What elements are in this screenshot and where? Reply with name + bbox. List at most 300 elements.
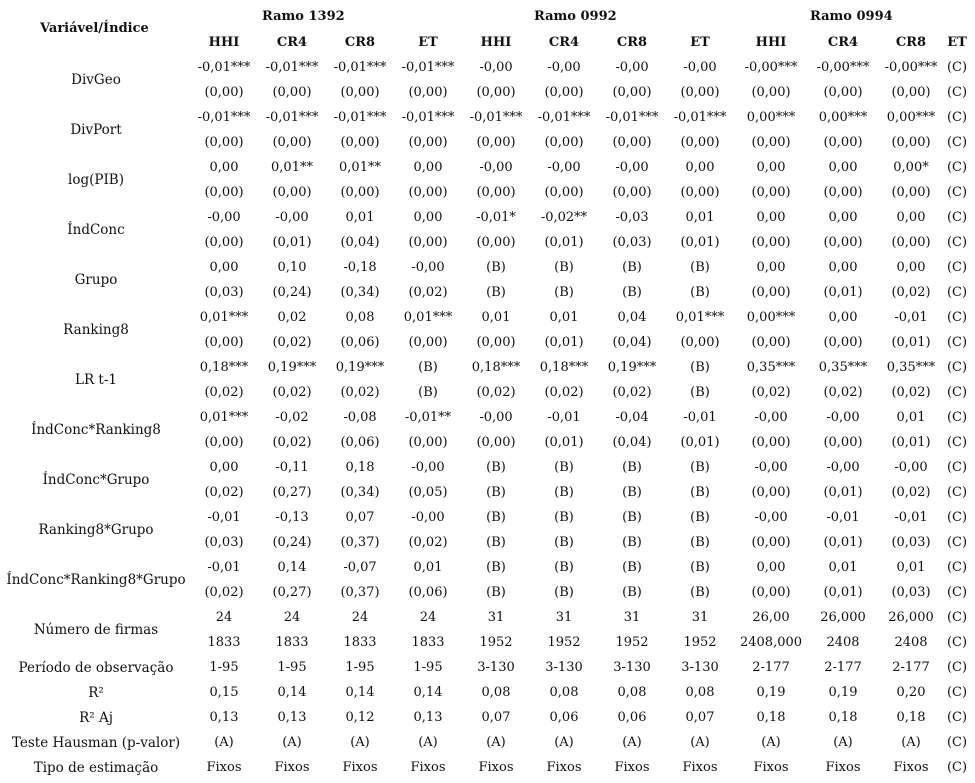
se-cell: (0,00) — [408, 235, 448, 250]
coef-cell: -0,01 — [547, 410, 581, 425]
row-label: ÍndConc*Ranking8 — [31, 422, 161, 438]
se-cell: (B) — [418, 385, 438, 400]
se-cell: (0,00) — [751, 185, 791, 200]
value-cell: Fixos — [206, 760, 242, 775]
coef-cell: -0,00 — [547, 160, 581, 175]
row-label: log(PIB) — [68, 172, 124, 188]
coef-cell: 0,00 — [685, 160, 715, 175]
coef-cell: (C) — [946, 560, 968, 575]
value-cell: 0,07 — [685, 710, 715, 725]
coef-cell: -0,01 — [894, 310, 928, 325]
coef-cell: (C) — [946, 410, 968, 425]
coef-cell: -0,00*** — [744, 60, 798, 75]
value-cell: Fixos — [614, 760, 650, 775]
se-cell: (C) — [946, 135, 968, 150]
coef-cell: 0,00*** — [746, 310, 796, 325]
value-cell: 0,08 — [617, 685, 647, 700]
coef-cell: 0,00 — [209, 260, 239, 275]
se-cell: (C) — [946, 385, 968, 400]
se-cell: (0,00) — [823, 235, 863, 250]
se-cell: (0,01) — [544, 435, 584, 450]
value-cell: 0,13 — [209, 710, 239, 725]
se-cell: (0,02) — [544, 385, 584, 400]
value-cell: 3-130 — [681, 660, 719, 675]
coef-cell: (B) — [554, 460, 574, 475]
se-cell: (B) — [622, 485, 642, 500]
row-label: DivPort — [70, 122, 122, 138]
value-cell: 0,08 — [549, 685, 579, 700]
value-cell: 0,19 — [828, 685, 858, 700]
se-cell: (0,00) — [680, 135, 720, 150]
se-cell: (0,02) — [272, 335, 312, 350]
coef-cell: (C) — [946, 610, 968, 625]
value-cell: (A) — [214, 735, 234, 750]
coef-cell: -0,01 — [207, 510, 241, 525]
value-cell: 0,14 — [277, 685, 307, 700]
value-cell: 0,19 — [756, 685, 786, 700]
se-cell: (B) — [554, 485, 574, 500]
se-cell: (0,27) — [272, 585, 312, 600]
value-cell: Fixos — [682, 760, 718, 775]
row-label: R² — [88, 685, 104, 701]
row-label: Ranking8 — [63, 322, 129, 338]
se-cell: (0,00) — [340, 135, 380, 150]
se-cell: (0,00) — [476, 435, 516, 450]
se-cell: (B) — [690, 385, 710, 400]
se-cell: (C) — [946, 635, 968, 650]
se-cell: (0,02) — [891, 285, 931, 300]
se-cell: (0,02) — [891, 485, 931, 500]
coef-cell: 24 — [351, 610, 369, 625]
coef-cell: 0,04 — [617, 310, 647, 325]
se-cell: (0,00) — [544, 135, 584, 150]
column-header: CR4 — [548, 35, 580, 50]
coef-cell: 0,10 — [277, 260, 307, 275]
value-cell: (C) — [946, 735, 968, 750]
se-cell: (0,02) — [272, 435, 312, 450]
se-cell: (0,02) — [408, 285, 448, 300]
se-cell: (0,00) — [476, 85, 516, 100]
se-cell: (0,02) — [823, 385, 863, 400]
coef-cell: 0,14 — [277, 560, 307, 575]
value-cell: (A) — [622, 735, 642, 750]
coef-cell: -0,01*** — [265, 110, 319, 125]
coef-cell: 0,01** — [271, 160, 313, 175]
group-header-ramo-1392: Ramo 1392 — [262, 9, 345, 24]
coef-cell: -0,01*** — [401, 60, 455, 75]
coef-cell: 0,00 — [413, 160, 443, 175]
coef-cell: (B) — [622, 260, 642, 275]
se-cell: (0,00) — [751, 485, 791, 500]
se-cell: (0,00) — [891, 135, 931, 150]
value-cell: 3-130 — [477, 660, 515, 675]
se-cell: (0,00) — [272, 135, 312, 150]
value-cell: Fixos — [410, 760, 446, 775]
coef-cell: 0,00 — [413, 210, 443, 225]
coef-cell: 0,00*** — [886, 110, 936, 125]
value-cell: Fixos — [753, 760, 789, 775]
coef-cell: -0,01*** — [197, 60, 251, 75]
se-cell: (B) — [690, 535, 710, 550]
se-cell: (C) — [946, 235, 968, 250]
se-cell: (0,00) — [680, 185, 720, 200]
value-cell: 1-95 — [209, 660, 239, 675]
se-cell: (0,00) — [823, 135, 863, 150]
se-cell: (0,06) — [340, 435, 380, 450]
se-cell: (B) — [622, 285, 642, 300]
se-cell: (0,00) — [476, 335, 516, 350]
column-header: CR4 — [276, 35, 308, 50]
se-cell: (B) — [622, 585, 642, 600]
se-cell: (0,05) — [408, 485, 448, 500]
se-cell: (0,03) — [612, 235, 652, 250]
coef-cell: -0,13 — [275, 510, 309, 525]
coef-cell: -0,01*** — [197, 110, 251, 125]
coef-cell: -0,00 — [479, 160, 513, 175]
value-cell: (A) — [350, 735, 370, 750]
coef-cell: (B) — [486, 560, 506, 575]
se-cell: (0,00) — [751, 85, 791, 100]
row-label: DivGeo — [71, 72, 121, 88]
se-cell: (0,02) — [476, 385, 516, 400]
column-header: CR8 — [616, 35, 648, 50]
se-cell: (0,00) — [751, 535, 791, 550]
se-cell: (C) — [946, 285, 968, 300]
coef-cell: -0,01 — [826, 510, 860, 525]
se-cell: (0,00) — [204, 135, 244, 150]
se-cell: (0,00) — [751, 335, 791, 350]
value-cell: 0,14 — [345, 685, 375, 700]
se-cell: (B) — [554, 285, 574, 300]
coef-cell: (C) — [946, 310, 968, 325]
value-cell: Fixos — [342, 760, 378, 775]
coef-cell: (C) — [946, 360, 968, 375]
coef-cell: -0,01*** — [401, 110, 455, 125]
se-cell: (0,02) — [204, 385, 244, 400]
se-cell: 1833 — [275, 635, 309, 650]
value-cell: 2-177 — [752, 660, 790, 675]
se-cell: (0,00) — [204, 335, 244, 350]
se-cell: 2408 — [894, 635, 928, 650]
coef-cell: -0,18 — [343, 260, 377, 275]
value-cell: 3-130 — [613, 660, 651, 675]
coef-cell: (C) — [946, 160, 968, 175]
se-cell: (0,00) — [204, 435, 244, 450]
coef-cell: 0,00 — [209, 460, 239, 475]
se-cell: (0,00) — [612, 135, 652, 150]
coef-cell: 0,00 — [828, 260, 858, 275]
coef-cell: 0,35*** — [746, 360, 796, 375]
row-label: ÍndConc*Grupo — [42, 472, 150, 488]
coef-cell: 0,00 — [828, 310, 858, 325]
se-cell: (0,00) — [544, 185, 584, 200]
coef-cell: 0,00 — [828, 210, 858, 225]
coef-cell: 0,01*** — [675, 310, 725, 325]
se-cell: (0,00) — [891, 235, 931, 250]
se-cell: (C) — [946, 435, 968, 450]
coef-cell: 0,01** — [339, 160, 381, 175]
coef-cell: 0,00*** — [818, 110, 868, 125]
coef-cell: -0,00 — [411, 260, 445, 275]
se-cell: (0,00) — [204, 235, 244, 250]
row-label: LR t-1 — [75, 372, 117, 388]
value-cell: Fixos — [546, 760, 582, 775]
se-cell: (0,01) — [823, 285, 863, 300]
value-cell: 2-177 — [892, 660, 930, 675]
coef-cell: -0,01*** — [469, 110, 523, 125]
se-cell: (0,00) — [408, 435, 448, 450]
se-cell: (0,00) — [751, 585, 791, 600]
se-cell: (B) — [486, 585, 506, 600]
coef-cell: (B) — [486, 460, 506, 475]
se-cell: (0,24) — [272, 535, 312, 550]
coef-cell: 0,01 — [345, 210, 375, 225]
column-header: ET — [947, 35, 967, 50]
coef-cell: -0,01 — [207, 560, 241, 575]
value-cell: (A) — [690, 735, 710, 750]
se-cell: (0,00) — [823, 85, 863, 100]
coef-cell: 0,18 — [345, 460, 375, 475]
coef-cell: 0,35*** — [818, 360, 868, 375]
coef-cell: -0,00 — [754, 410, 788, 425]
coef-cell: 0,08 — [345, 310, 375, 325]
se-cell: (0,03) — [204, 285, 244, 300]
coef-cell: 0,00*** — [746, 110, 796, 125]
se-cell: (0,01) — [823, 585, 863, 600]
se-cell: (B) — [690, 585, 710, 600]
row-label: Grupo — [74, 272, 118, 288]
coef-cell: 0,01*** — [403, 310, 453, 325]
coef-cell: -0,01 — [683, 410, 717, 425]
se-cell: (0,00) — [408, 135, 448, 150]
coef-cell: 0,01*** — [199, 410, 249, 425]
se-cell: (0,01) — [544, 335, 584, 350]
se-cell: (0,00) — [408, 185, 448, 200]
coef-cell: (C) — [946, 260, 968, 275]
coef-cell: -0,00 — [275, 210, 309, 225]
coef-cell: -0,00*** — [816, 60, 870, 75]
se-cell: (0,06) — [408, 585, 448, 600]
coef-cell: -0,00 — [207, 210, 241, 225]
value-cell: (C) — [946, 760, 968, 775]
se-cell: (0,27) — [272, 485, 312, 500]
coef-cell: -0,01*** — [537, 110, 591, 125]
value-cell: (A) — [901, 735, 921, 750]
se-cell: (0,02) — [204, 585, 244, 600]
value-cell: 1-95 — [413, 660, 443, 675]
coef-cell: -0,00 — [826, 410, 860, 425]
coef-cell: -0,00 — [683, 60, 717, 75]
se-cell: (0,00) — [476, 135, 516, 150]
coef-cell: (B) — [622, 460, 642, 475]
coef-cell: (C) — [946, 60, 968, 75]
coef-cell: 0,01*** — [199, 310, 249, 325]
coef-cell: (B) — [690, 560, 710, 575]
coef-cell: -0,00 — [615, 60, 649, 75]
se-cell: (0,04) — [612, 335, 652, 350]
coef-cell: 0,35*** — [886, 360, 936, 375]
coef-cell: (B) — [418, 360, 438, 375]
se-cell: (0,01) — [823, 485, 863, 500]
se-cell: (0,00) — [680, 85, 720, 100]
coef-cell: 0,00 — [896, 260, 926, 275]
se-cell: (B) — [690, 285, 710, 300]
coef-cell: -0,01*** — [673, 110, 727, 125]
se-cell: 1833 — [207, 635, 241, 650]
group-header-ramo-0994: Ramo 0994 — [810, 9, 893, 24]
value-cell: (A) — [554, 735, 574, 750]
coef-cell: -0,00 — [615, 160, 649, 175]
se-cell: (C) — [946, 185, 968, 200]
coef-cell: 0,01 — [413, 560, 443, 575]
coef-cell: -0,04 — [615, 410, 649, 425]
se-cell: (B) — [690, 485, 710, 500]
group-header-ramo-0992: Ramo 0992 — [534, 9, 617, 24]
value-cell: 1-95 — [277, 660, 307, 675]
coef-cell: 31 — [623, 610, 641, 625]
value-cell: (A) — [486, 735, 506, 750]
coef-cell: 0,19*** — [335, 360, 385, 375]
coef-cell: 31 — [691, 610, 709, 625]
coef-cell: 0,18*** — [199, 360, 249, 375]
se-cell: (0,00) — [544, 85, 584, 100]
se-cell: 1952 — [547, 635, 581, 650]
coef-cell: -0,01*** — [333, 60, 387, 75]
se-cell: (0,04) — [340, 235, 380, 250]
coef-cell: (B) — [554, 560, 574, 575]
value-cell: 0,07 — [481, 710, 511, 725]
se-cell: (0,34) — [340, 285, 380, 300]
se-cell: (B) — [554, 535, 574, 550]
se-cell: (0,00) — [612, 85, 652, 100]
se-cell: 1833 — [411, 635, 445, 650]
se-cell: (0,06) — [340, 335, 380, 350]
row-label: Ranking8*Grupo — [38, 522, 154, 538]
se-cell: (0,00) — [612, 185, 652, 200]
se-cell: (0,01) — [680, 435, 720, 450]
variable-header: Variável/Índice — [40, 21, 149, 36]
coef-cell: -0,01 — [894, 510, 928, 525]
se-cell: (0,00) — [340, 85, 380, 100]
coef-cell: -0,02 — [275, 410, 309, 425]
value-cell: (C) — [946, 660, 968, 675]
se-cell: 2408,000 — [739, 635, 803, 650]
coef-cell: 0,00 — [828, 160, 858, 175]
coef-cell: -0,00 — [547, 60, 581, 75]
row-label: ÍndConc — [67, 222, 125, 238]
se-cell: (0,01) — [680, 235, 720, 250]
se-cell: 1833 — [343, 635, 377, 650]
se-cell: (0,04) — [612, 435, 652, 450]
coef-cell: (C) — [946, 110, 968, 125]
value-cell: Fixos — [893, 760, 929, 775]
value-cell: 0,20 — [896, 685, 926, 700]
se-cell: (0,37) — [340, 535, 380, 550]
coef-cell: -0,00 — [411, 460, 445, 475]
value-cell: (A) — [761, 735, 781, 750]
column-header: HHI — [755, 35, 787, 50]
coef-cell: 0,01 — [896, 560, 926, 575]
coef-cell: 0,18*** — [539, 360, 589, 375]
value-cell: 0,18 — [828, 710, 858, 725]
coef-cell: 0,02 — [277, 310, 307, 325]
coef-cell: (B) — [486, 510, 506, 525]
se-cell: (C) — [946, 585, 968, 600]
coef-cell: (B) — [690, 260, 710, 275]
column-header: ET — [690, 35, 710, 50]
value-cell: 0,08 — [685, 685, 715, 700]
se-cell: (0,00) — [891, 185, 931, 200]
se-cell: (C) — [946, 335, 968, 350]
se-cell: (B) — [486, 485, 506, 500]
value-cell: 3-130 — [545, 660, 583, 675]
se-cell: (0,03) — [891, 585, 931, 600]
se-cell: (0,00) — [204, 185, 244, 200]
coef-cell: -0,08 — [343, 410, 377, 425]
se-cell: (0,00) — [476, 185, 516, 200]
se-cell: 1952 — [479, 635, 513, 650]
value-cell: Fixos — [478, 760, 514, 775]
value-cell: 0,18 — [756, 710, 786, 725]
se-cell: (0,00) — [204, 85, 244, 100]
coef-cell: -0,01*** — [265, 60, 319, 75]
coef-cell: -0,00 — [411, 510, 445, 525]
coef-cell: -0,00 — [826, 460, 860, 475]
value-cell: 0,13 — [277, 710, 307, 725]
coef-cell: 0,00 — [209, 160, 239, 175]
coef-cell: -0,00 — [754, 510, 788, 525]
column-header: HHI — [480, 35, 512, 50]
coef-cell: 0,01 — [896, 410, 926, 425]
se-cell: (0,03) — [204, 535, 244, 550]
se-cell: (0,00) — [751, 135, 791, 150]
se-cell: (0,01) — [823, 535, 863, 550]
coef-cell: 31 — [555, 610, 573, 625]
coef-cell: -0,00*** — [884, 60, 938, 75]
coef-cell: 0,19*** — [267, 360, 317, 375]
value-cell: 0,06 — [617, 710, 647, 725]
coef-cell: (B) — [554, 510, 574, 525]
se-cell: (0,00) — [340, 185, 380, 200]
coef-cell: -0,00 — [754, 460, 788, 475]
value-cell: (C) — [946, 710, 968, 725]
coef-cell: 26,000 — [820, 610, 866, 625]
se-cell: (0,02) — [891, 385, 931, 400]
coef-cell: 0,07 — [345, 510, 375, 525]
se-cell: (0,02) — [204, 485, 244, 500]
coef-cell: (C) — [946, 460, 968, 475]
value-cell: (C) — [946, 685, 968, 700]
coef-cell: -0,01*** — [333, 110, 387, 125]
se-cell: (B) — [486, 535, 506, 550]
coef-cell: 31 — [487, 610, 505, 625]
se-cell: (0,01) — [891, 335, 931, 350]
row-label: ÍndConc*Ranking8*Grupo — [6, 572, 186, 588]
se-cell: (0,00) — [272, 85, 312, 100]
value-cell: 0,13 — [413, 710, 443, 725]
se-cell: (B) — [554, 585, 574, 600]
se-cell: (0,00) — [823, 185, 863, 200]
value-cell: 0,06 — [549, 710, 579, 725]
value-cell: 0,08 — [481, 685, 511, 700]
value-cell: 0,12 — [345, 710, 375, 725]
row-label: Teste Hausman (p-valor) — [11, 735, 181, 751]
se-cell: (0,00) — [272, 185, 312, 200]
se-cell: (0,01) — [544, 235, 584, 250]
coef-cell: 0,00 — [756, 160, 786, 175]
value-cell: 1-95 — [345, 660, 375, 675]
coef-cell: (B) — [622, 510, 642, 525]
